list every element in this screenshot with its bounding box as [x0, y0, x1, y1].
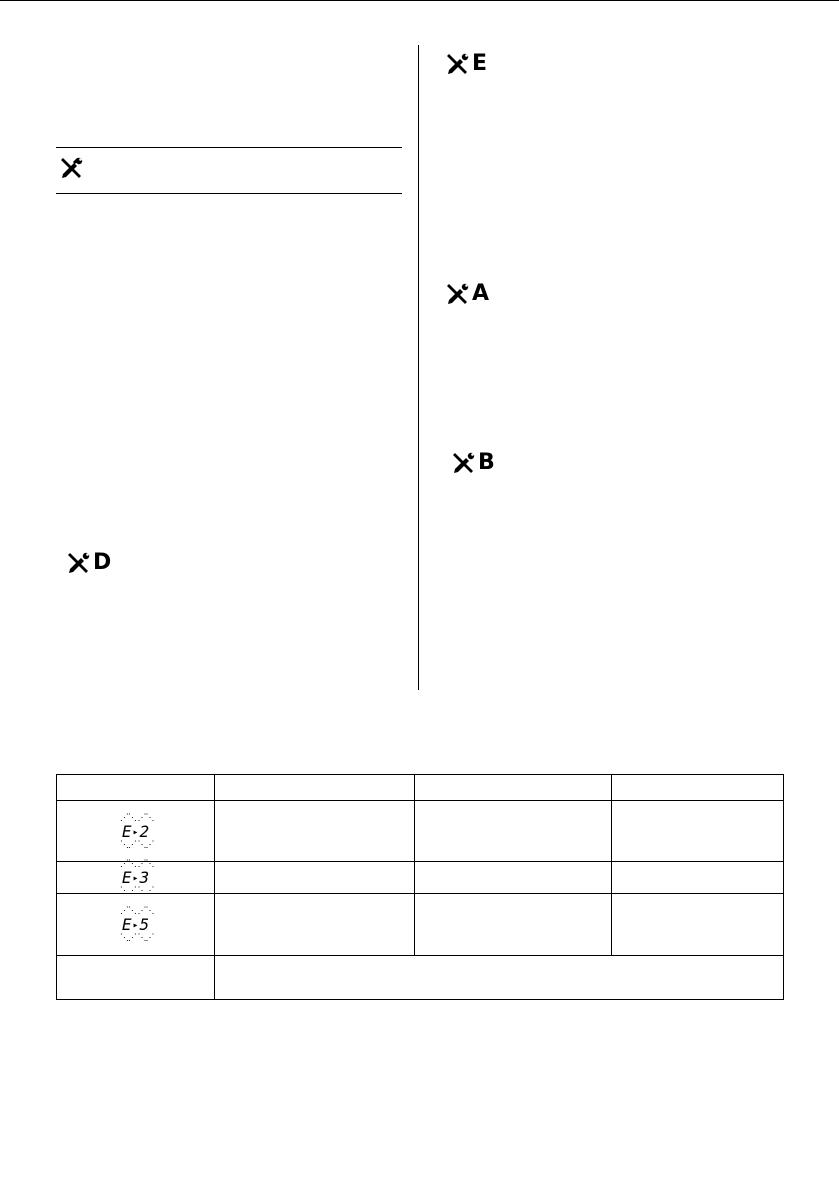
table-cell: [415, 862, 612, 894]
table-cell: [215, 801, 415, 862]
wrench-screwdriver-icon: [446, 282, 470, 306]
heading-rule-bottom: [56, 193, 402, 194]
error-code-display: ⋰⋱ E ⋱⋰▸⋰⋱ 5 ⋱⋰: [57, 894, 215, 956]
table-header-cell: [215, 775, 415, 801]
table-footer-label: [57, 956, 215, 1000]
wrench-screwdriver-icon: [60, 156, 84, 180]
table-cell: [415, 894, 612, 956]
table-cell: [215, 894, 415, 956]
top-rule: [0, 0, 839, 1]
marker-d: [67, 551, 111, 575]
table-footer-text: [215, 956, 784, 1000]
marker-letter: A: [472, 281, 490, 306]
marker-b: [452, 451, 495, 475]
marker-letter: E: [472, 51, 488, 76]
table-cell: [612, 862, 784, 894]
column-divider: [418, 45, 419, 690]
marker-e: [446, 52, 487, 76]
table-cell: [215, 862, 415, 894]
error-code-table: [56, 774, 784, 1000]
marker-letter: B: [478, 450, 495, 475]
table-header-cell: [57, 775, 215, 801]
wrench-screwdriver-icon: [67, 551, 91, 575]
table-cell: [415, 801, 612, 862]
arrow-icon: ▸: [132, 826, 139, 838]
table-footer-row: [57, 956, 784, 1000]
table-cell: [612, 894, 784, 956]
service-heading-marker: [60, 156, 86, 180]
table-header-cell: [415, 775, 612, 801]
table-row: [57, 862, 784, 894]
error-code-display: ⋰⋱ E ⋱⋰▸⋰⋱ 3 ⋱⋰: [57, 862, 215, 894]
table-header-cell: [612, 775, 784, 801]
wrench-screwdriver-icon: [446, 52, 470, 76]
arrow-icon: ▸: [132, 920, 139, 931]
table-row: [57, 894, 784, 956]
table-row: [57, 801, 784, 862]
table-header-row: [57, 775, 784, 801]
wrench-screwdriver-icon: [452, 451, 476, 475]
marker-a: [446, 282, 489, 306]
heading-rule-top: [56, 147, 402, 148]
table-cell: [612, 801, 784, 862]
error-code-display: ⋰⋱ E ⋱⋰▸⋰⋱ 2 ⋱⋰: [57, 801, 215, 862]
marker-letter: D: [93, 550, 112, 575]
arrow-icon: ▸: [132, 873, 139, 884]
